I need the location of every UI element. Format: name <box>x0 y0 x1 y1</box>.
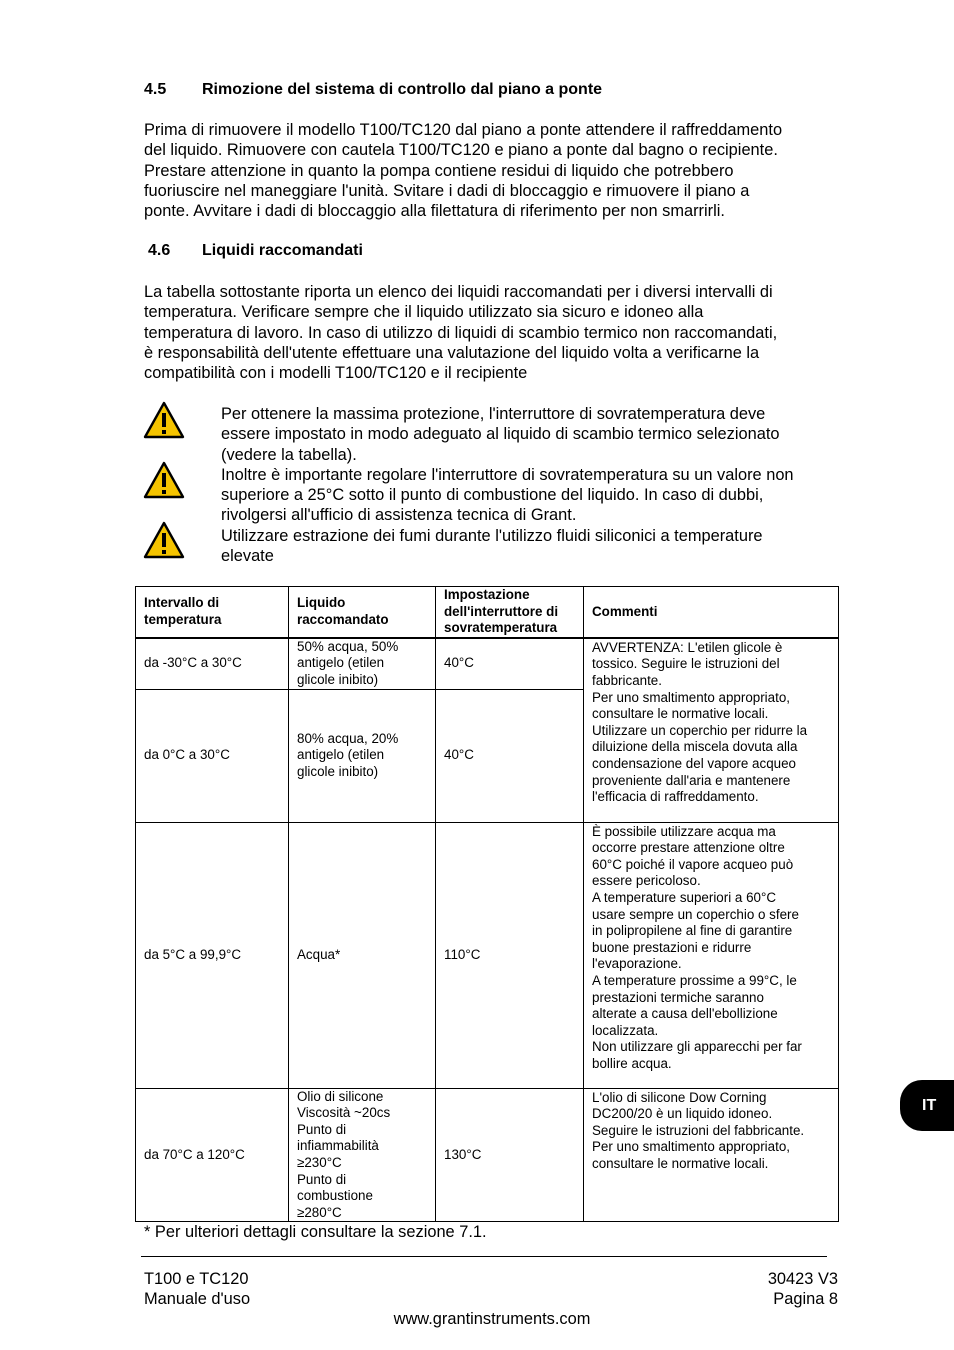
text-line: del liquido. Rimuovere con cautela T100/TC120 e piano a ponte dal bagno o recipiente. <box>144 141 778 160</box>
cell-line: DC200/20 è un liquido idoneo. <box>592 1106 773 1122</box>
cell-line: prestazioni termiche saranno <box>592 989 764 1005</box>
table-row <box>136 1088 839 1222</box>
section-title: Liquidi raccomandati <box>202 242 363 259</box>
header-line: Intervallo di <box>144 595 220 611</box>
header-line: dell'interruttore di <box>444 603 559 619</box>
section-number: 4.5 <box>144 81 167 98</box>
warning-triangle-icon <box>143 461 185 499</box>
cell-fluid <box>289 822 436 1088</box>
warning-triangle-icon <box>143 401 185 439</box>
cell-line: Olio di silicone <box>297 1088 384 1104</box>
warning-text <box>221 404 846 566</box>
header-line: Liquido <box>297 595 346 611</box>
cell-setting: 40°C <box>436 638 584 689</box>
cell-comment <box>584 638 839 822</box>
cell-line: in polipropilene al fine di garantire <box>592 923 793 939</box>
cell-range: da 0°C a 30°C <box>136 689 289 822</box>
table-row <box>136 638 839 689</box>
cell-line: buone prestazioni e ridurre <box>592 939 752 955</box>
cell-line: glicole inibito) <box>297 763 379 779</box>
cell-fluid <box>289 638 436 689</box>
cell-line: tossico. Seguire le istruzioni del <box>592 656 780 672</box>
cell-setting: 130°C <box>436 1088 584 1222</box>
cell-line: Seguire le istruzioni del fabbricante. <box>592 1122 805 1138</box>
cell-line: consultare le normative locali. <box>592 706 769 722</box>
cell-line: Acqua* <box>297 946 341 962</box>
recommended-fluids-table <box>135 586 839 1222</box>
cell-line: Utilizzare un coperchio per ridurre la <box>592 722 808 738</box>
cell-comment <box>584 822 839 1088</box>
header-line: Commenti <box>592 603 658 619</box>
cell-line: antigelo (etilen <box>297 655 385 671</box>
text-line: Inoltre è importante regolare l'interruttore di sovratemperatura su un valore non <box>221 465 794 484</box>
cell-line: Per uno smaltimento appropriato, <box>592 1139 790 1155</box>
text-line: fuoriuscire nel maneggiare l'unità. Svitare i dadi di bloccaggio e rimuovere il piano a <box>144 181 750 200</box>
header-overtemp-setting <box>436 587 584 638</box>
text-line: Per ottenere la massima protezione, l'interruttore di sovratemperatura deve <box>221 405 766 423</box>
text-line: rivolgersi all'ufficio di assistenza tecnica di Grant. <box>221 506 577 525</box>
text-line: temperatura di lavoro. In caso di utilizzo di liquidi di scambio termico non raccomandati, <box>144 323 778 342</box>
cell-line: Per uno smaltimento appropriato, <box>592 689 790 705</box>
cell-line: ≥230°C <box>297 1154 342 1170</box>
cell-setting: 40°C <box>436 689 584 822</box>
footer-divider <box>141 1256 827 1257</box>
cell-line: usare sempre un coperchio o sfere <box>592 906 799 922</box>
header-line: temperatura <box>144 611 222 627</box>
header-recommended-fluid <box>289 587 436 638</box>
cell-line: combustione <box>297 1188 373 1204</box>
cell-line: fabbricante. <box>592 672 662 688</box>
text-line: elevate <box>221 547 274 566</box>
cell-line: l'efficacia di raffreddamento. <box>592 789 759 805</box>
cell-range: da -30°C a 30°C <box>136 638 289 689</box>
header-line: sovratemperatura <box>444 620 558 636</box>
cell-line: A temperature superiori a 60°C <box>592 889 776 905</box>
footer-line: Pagina 8 <box>773 1290 838 1309</box>
cell-line: 50% acqua, 50% <box>297 638 399 654</box>
section-number: 4.6 <box>148 242 171 259</box>
cell-line: A temperature prossime a 99°C, le <box>592 972 797 988</box>
header-comments <box>584 587 839 638</box>
table-footnote: * Per ulteriori dettagli consultare la sezione 7.1. <box>144 1223 487 1241</box>
cell-line: Punto di <box>297 1171 347 1187</box>
table-row <box>136 822 839 1088</box>
header-line: raccomandato <box>297 611 389 627</box>
footer-line: T100 e TC120 <box>144 1270 249 1288</box>
text-line: (vedere la tabella). <box>221 445 357 464</box>
cell-range: da 5°C a 99,9°C <box>136 822 289 1088</box>
cell-line: antigelo (etilen <box>297 747 385 763</box>
cell-line: l'evaporazione. <box>592 956 682 972</box>
footer-website: www.grantinstruments.com <box>393 1310 591 1328</box>
text-line: La tabella sottostante riporta un elenco dei liquidi raccomandati per i diversi intervalli di <box>144 283 773 301</box>
cell-line: 80% acqua, 20% <box>297 730 399 746</box>
cell-range: da 70°C a 120°C <box>136 1088 289 1222</box>
cell-line: Viscosità ~20cs <box>297 1105 391 1121</box>
cell-setting: 110°C <box>436 822 584 1088</box>
cell-line: 60°C poiché il vapore acqueo può <box>592 856 794 872</box>
header-line: Impostazione <box>444 587 530 602</box>
cell-line: occorre prestare attenzione oltre <box>592 840 785 856</box>
cell-line: condensazione del vapore acqueo <box>592 755 796 771</box>
cell-line: infiammabilità <box>297 1138 379 1154</box>
text-line: Utilizzare estrazione dei fumi durante l'utilizzo fluidi siliconici a temperature <box>221 526 763 545</box>
cell-line: ≥280°C <box>297 1204 342 1220</box>
cell-line: localizzata. <box>592 1022 659 1038</box>
cell-line: AVVERTENZA: L'etilen glicole è <box>592 639 783 655</box>
cell-line: diluizione della miscela dovuta alla <box>592 739 798 755</box>
language-tab: IT <box>900 1080 954 1131</box>
text-line: essere impostato in modo adeguato al liquido di scambio termico selezionato <box>221 425 780 444</box>
footer-line: 30423 V3 <box>767 1270 838 1288</box>
warning-triangle-icon <box>143 521 185 559</box>
cell-line: bollire acqua. <box>592 1055 672 1071</box>
cell-line: L'olio di silicone Dow Corning <box>592 1089 767 1105</box>
cell-line: proveniente dall'aria e mantenere <box>592 772 791 788</box>
footer-right <box>768 1269 838 1310</box>
text-line: superiore a 25°C sotto il punto di combustione del liquido. In caso di dubbi, <box>221 486 764 505</box>
footer-line: Manuale d'uso <box>144 1290 251 1309</box>
section-paragraph <box>144 120 844 221</box>
header-temperature-range <box>136 587 289 638</box>
cell-line: consultare le normative locali. <box>592 1155 769 1171</box>
cell-fluid <box>289 1088 436 1222</box>
cell-line: Non utilizzare gli apparecchi per far <box>592 1039 802 1055</box>
text-line: ponte. Avvitare i dadi di bloccaggio alla filettatura di riferimento per non smarrirli. <box>144 202 725 221</box>
cell-line: alterate a causa dell'ebollizione <box>592 1006 778 1022</box>
cell-line: Punto di <box>297 1121 347 1137</box>
footer-left <box>144 1269 250 1310</box>
text-line: compatibilità con i modelli T100/TC120 e il recipiente <box>144 364 528 383</box>
cell-fluid <box>289 689 436 822</box>
section-title: Rimozione del sistema di controllo dal piano a ponte <box>202 81 603 98</box>
section-paragraph <box>144 282 844 383</box>
text-line: temperatura. Verificare sempre che il liquido utilizzato sia sicuro e idoneo alla <box>144 303 704 322</box>
text-line: Prima di rimuovere il modello T100/TC120 dal piano a ponte attendere il raffreddamento <box>144 121 783 139</box>
cell-line: essere pericoloso. <box>592 873 701 889</box>
cell-comment <box>584 1088 839 1222</box>
table-header-row <box>136 587 839 638</box>
text-line: è responsabilità dell'utente effettuare una valutazione del liquido volta a verificarne la <box>144 343 760 362</box>
cell-line: È possibile utilizzare acqua ma <box>592 823 776 839</box>
text-line: Prestare attenzione in quanto la pompa contiene residui di liquido che potrebbero <box>144 161 734 180</box>
cell-line: glicole inibito) <box>297 671 379 687</box>
